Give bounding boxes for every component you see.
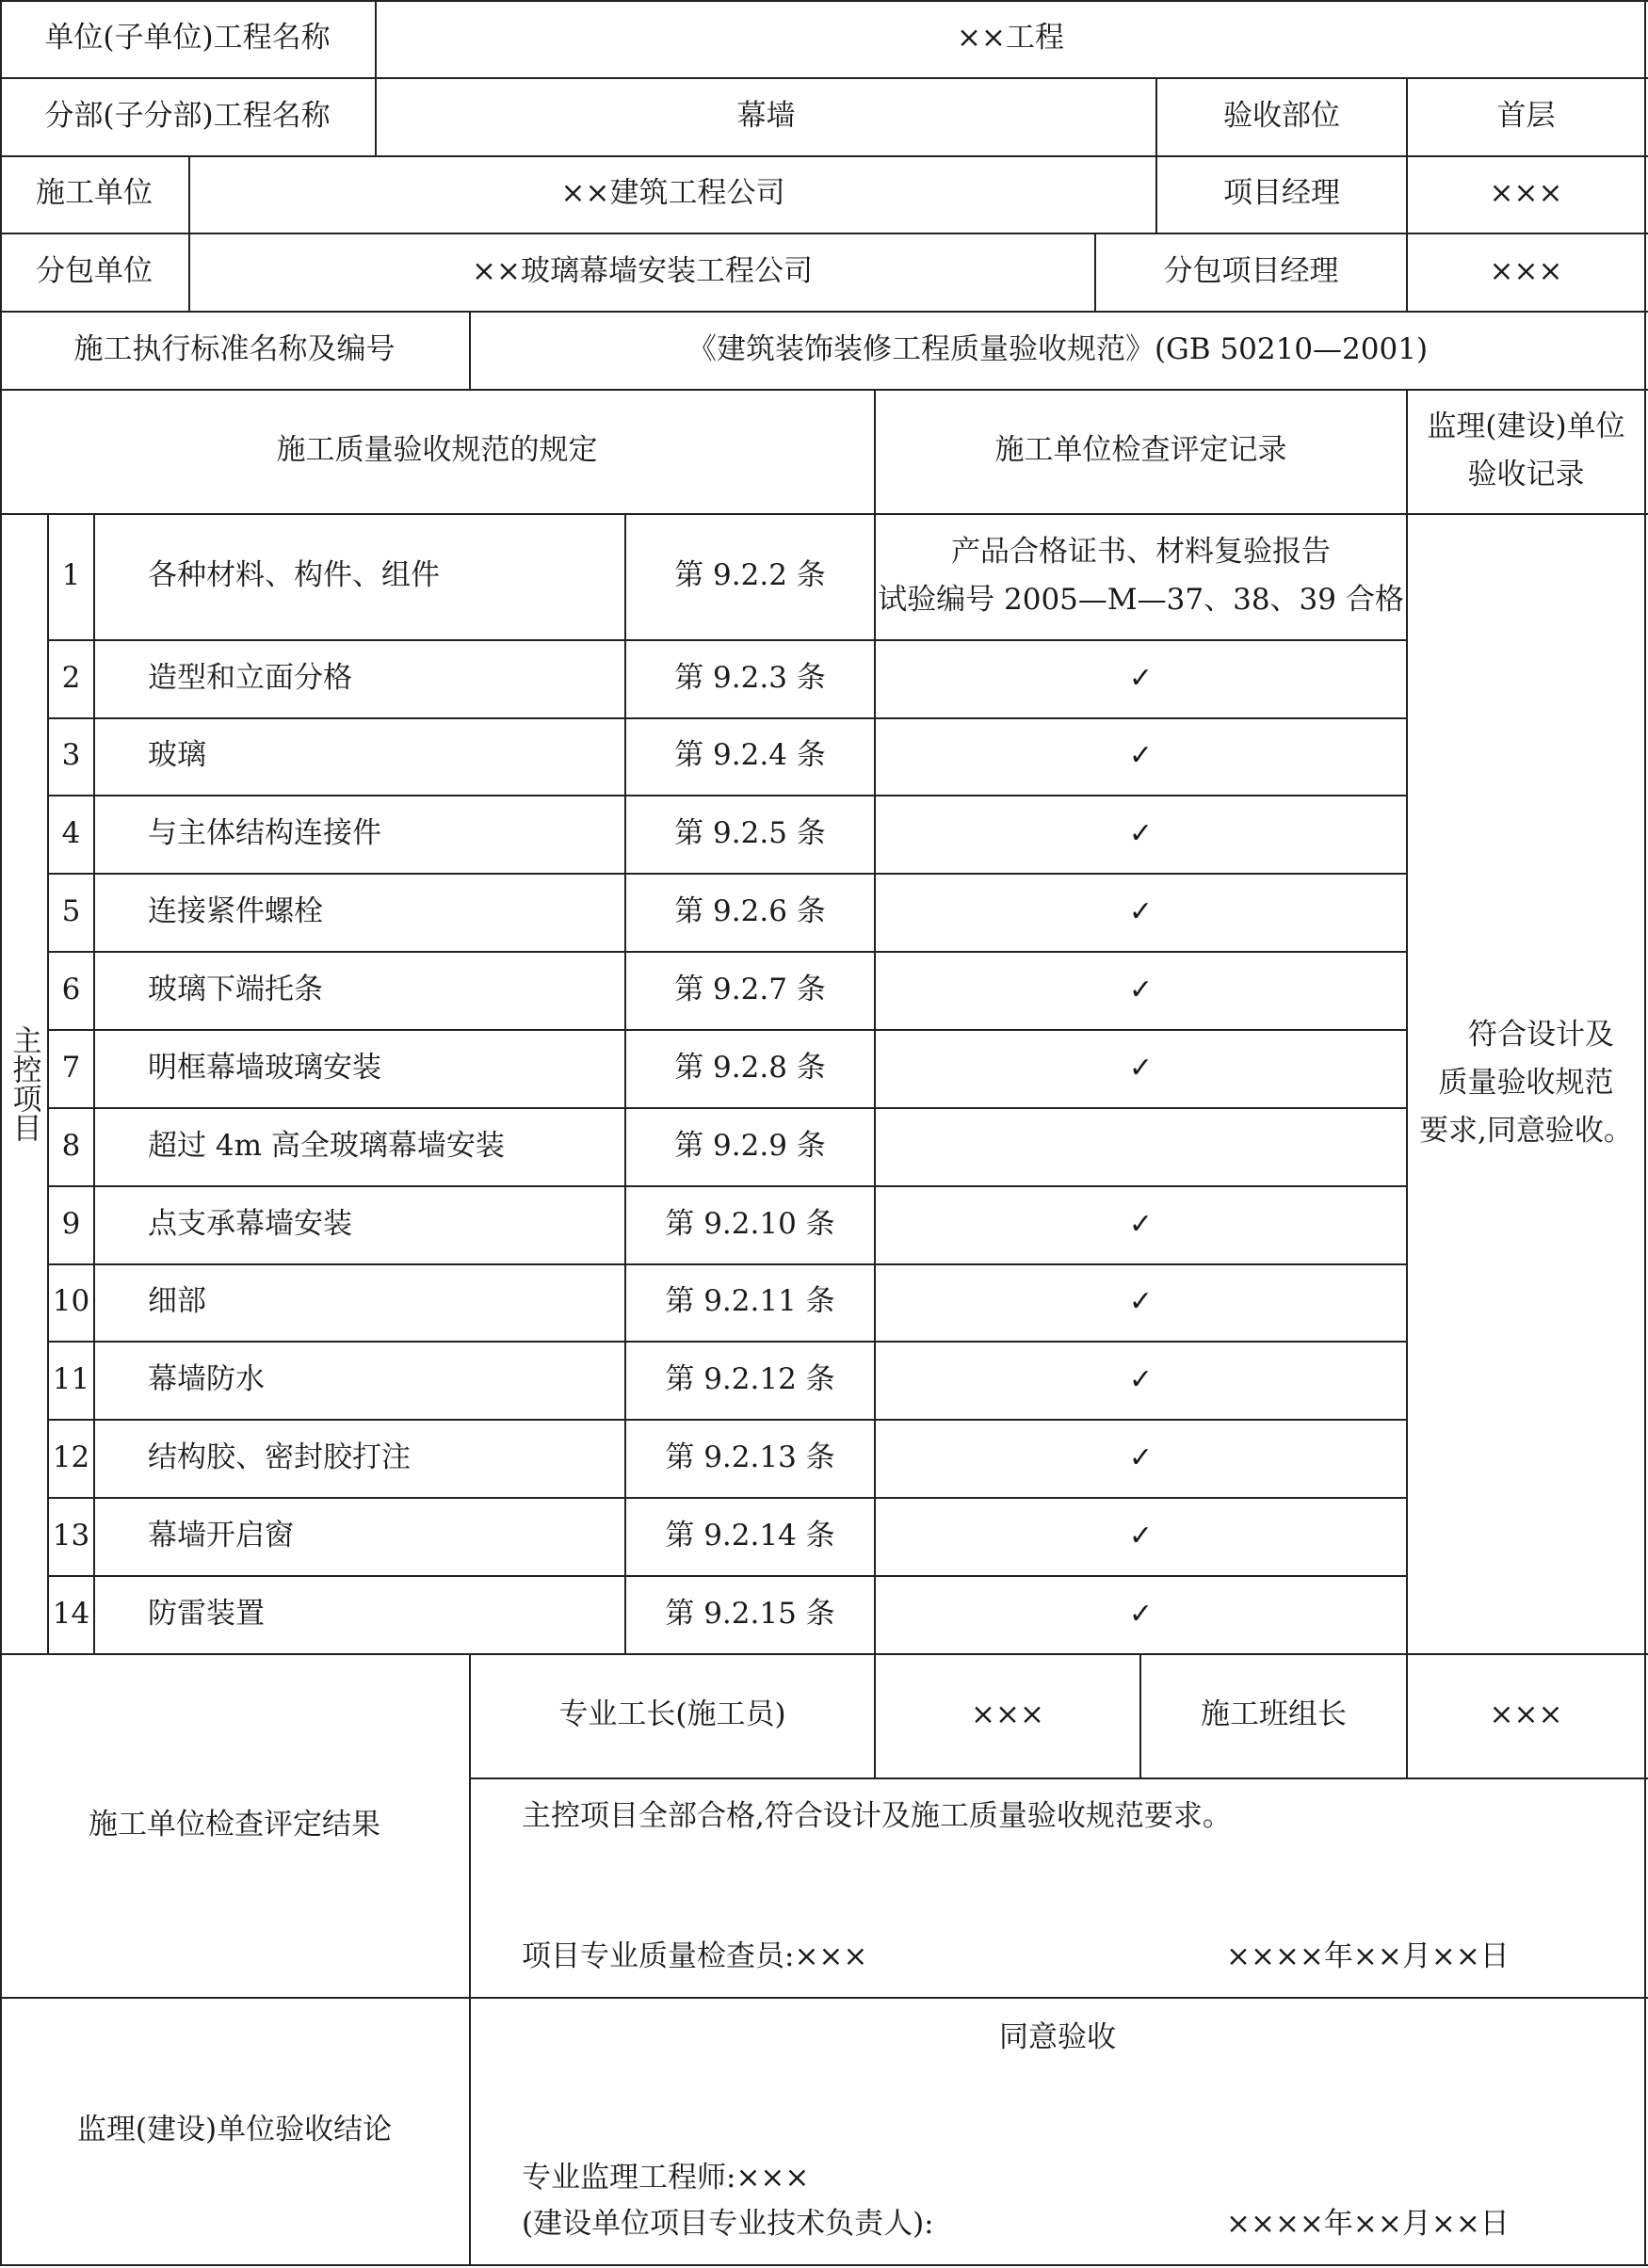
- supervision-record-line3: 要求,同意验收。: [1419, 1114, 1633, 1149]
- item-number: 13: [52, 1518, 90, 1552]
- item-name: 幕墙开启窗: [148, 1518, 294, 1552]
- supervision-conclusion-label: 监理(建设)单位验收结论: [76, 2113, 393, 2147]
- subcontractor-label: 分包单位: [36, 253, 153, 288]
- check-mark: ✓: [1128, 973, 1154, 1006]
- item-clause: 第 9.2.4 条: [674, 738, 826, 773]
- item-clause: 第 9.2.15 条: [665, 1596, 835, 1631]
- item-clause: 第 9.2.11 条: [665, 1284, 835, 1319]
- item-name: 各种材料、构件、组件: [148, 558, 440, 593]
- item-number: 11: [52, 1361, 90, 1396]
- check-mark: ✓: [1128, 816, 1154, 850]
- item-number: 3: [61, 738, 81, 773]
- rule: [93, 513, 95, 1655]
- check-mark: ✓: [1128, 661, 1154, 695]
- supervision-record-line2: 质量验收规范: [1438, 1065, 1614, 1100]
- item-number: 12: [52, 1440, 90, 1474]
- item-clause: 第 9.2.12 条: [665, 1361, 835, 1396]
- section-label: [0, 513, 47, 1653]
- project-name-label: 单位(子单位)工程名称: [44, 21, 331, 56]
- item-clause: 第 9.2.10 条: [665, 1206, 835, 1241]
- item-number: 7: [61, 1050, 81, 1085]
- supervision-conclusion-date: ××××年××月××日: [1226, 2207, 1510, 2242]
- item-name: 细部: [148, 1284, 206, 1319]
- check-mark: ✓: [1128, 1051, 1154, 1085]
- check-mark: ✓: [1128, 1597, 1154, 1631]
- supervision-header-line1: 监理(建设)单位: [1427, 409, 1625, 443]
- item-number: 10: [52, 1284, 90, 1319]
- item-name: 玻璃下端托条: [148, 972, 323, 1006]
- quality-inspector: 项目专业质量检查员:×××: [522, 1939, 868, 1974]
- sub-project-manager-label: 分包项目经理: [1163, 253, 1339, 288]
- team-leader-value: ×××: [1489, 1697, 1563, 1732]
- check-mark: ✓: [1128, 1362, 1154, 1396]
- item-clause: 第 9.2.8 条: [674, 1050, 826, 1085]
- check-mark: ✓: [1128, 894, 1154, 928]
- item-clause: 第 9.2.14 条: [665, 1518, 835, 1552]
- item-clause: 第 9.2.6 条: [674, 893, 826, 928]
- check-mark: ✓: [1128, 1285, 1154, 1319]
- inspection-location-value: 首层: [1496, 98, 1556, 133]
- contractor-result-text: 主控项目全部合格,符合设计及施工质量验收规范要求。: [522, 1799, 1232, 1834]
- record-column-header: 施工单位检查评定记录: [994, 433, 1287, 468]
- item-clause: 第 9.2.13 条: [665, 1440, 835, 1474]
- item-record: [876, 513, 1406, 639]
- spec-column-header: 施工质量验收规范的规定: [276, 433, 598, 468]
- supervision-record: [1408, 513, 1644, 1653]
- supervision-conclusion-text: 同意验收: [999, 2020, 1116, 2055]
- section-label-text: 主控项目: [7, 1024, 41, 1142]
- item-number: 8: [61, 1128, 81, 1163]
- project-manager-value: ×××: [1489, 176, 1563, 211]
- supervision-header-line2: 验收记录: [1467, 458, 1585, 491]
- contractor-label: 施工单位: [36, 176, 153, 211]
- check-mark: ✓: [1128, 1207, 1154, 1241]
- item-clause: 第 9.2.2 条: [674, 558, 826, 593]
- item-number: 9: [61, 1206, 81, 1241]
- item-number: 5: [61, 893, 81, 928]
- standard-value: 《建筑装饰装修工程质量验收规范》(GB 50210—2001): [687, 331, 1429, 366]
- subproject-name-label: 分部(子分部)工程名称: [44, 98, 331, 133]
- record-line2: 试验编号 2005—M—37、38、39 合格: [878, 583, 1404, 617]
- foreman-label: 专业工长(施工员): [558, 1697, 786, 1732]
- item-number: 6: [61, 972, 81, 1006]
- item-name: 与主体结构连接件: [148, 815, 381, 850]
- contractor-value: ××建筑工程公司: [560, 176, 785, 211]
- contractor-result-date: ××××年××月××日: [1226, 1939, 1510, 1974]
- supervision-column-header: [1408, 389, 1644, 513]
- supervising-engineer: 专业监理工程师:×××: [522, 2161, 810, 2196]
- owner-technical-lead: (建设单位项目专业技术负责人):: [522, 2207, 934, 2242]
- subcontractor-value: ××玻璃幕墙安装工程公司: [472, 253, 813, 288]
- item-name: 结构胶、密封胶打注: [148, 1440, 411, 1474]
- standard-label: 施工执行标准名称及编号: [73, 331, 396, 366]
- check-mark: ✓: [1128, 739, 1154, 773]
- contractor-result-label: 施工单位检查评定结果: [89, 1807, 380, 1842]
- project-name-value: ××工程: [957, 21, 1064, 56]
- item-name: 超过 4m 高全玻璃幕墙安装: [148, 1128, 505, 1163]
- item-number: 14: [52, 1596, 90, 1631]
- rule: [469, 1777, 1648, 1779]
- item-name: 点支承幕墙安装: [148, 1206, 352, 1241]
- record-line1: 产品合格证书、材料复验报告: [951, 534, 1331, 569]
- item-name: 防雷装置: [148, 1596, 265, 1631]
- foreman-value: ×××: [971, 1697, 1044, 1732]
- sub-project-manager-value: ×××: [1489, 253, 1563, 288]
- item-clause: 第 9.2.3 条: [674, 660, 826, 695]
- item-number: 4: [61, 815, 81, 850]
- inspection-location-label: 验收部位: [1223, 98, 1340, 133]
- project-manager-label: 项目经理: [1223, 176, 1340, 211]
- item-clause: 第 9.2.5 条: [674, 815, 826, 850]
- item-name: 玻璃: [148, 738, 206, 773]
- item-name: 连接紧件螺栓: [148, 893, 323, 928]
- item-number: 1: [61, 558, 81, 593]
- supervision-record-line1: 符合设计及: [1468, 1017, 1614, 1052]
- item-name: 明框幕墙玻璃安装: [148, 1050, 381, 1085]
- check-mark: ✓: [1128, 1519, 1154, 1552]
- item-clause: 第 9.2.9 条: [674, 1128, 826, 1163]
- team-leader-label: 施工班组长: [1201, 1697, 1347, 1732]
- item-number: 2: [61, 660, 81, 695]
- rule: [0, 2264, 1648, 2266]
- check-mark: [876, 1107, 1406, 1185]
- item-name: 造型和立面分格: [148, 660, 352, 695]
- item-clause: 第 9.2.7 条: [674, 972, 826, 1006]
- rule: [1644, 0, 1646, 2266]
- subproject-name-value: 幕墙: [736, 98, 796, 133]
- check-mark: ✓: [1128, 1440, 1154, 1474]
- item-name: 幕墙防水: [148, 1361, 265, 1396]
